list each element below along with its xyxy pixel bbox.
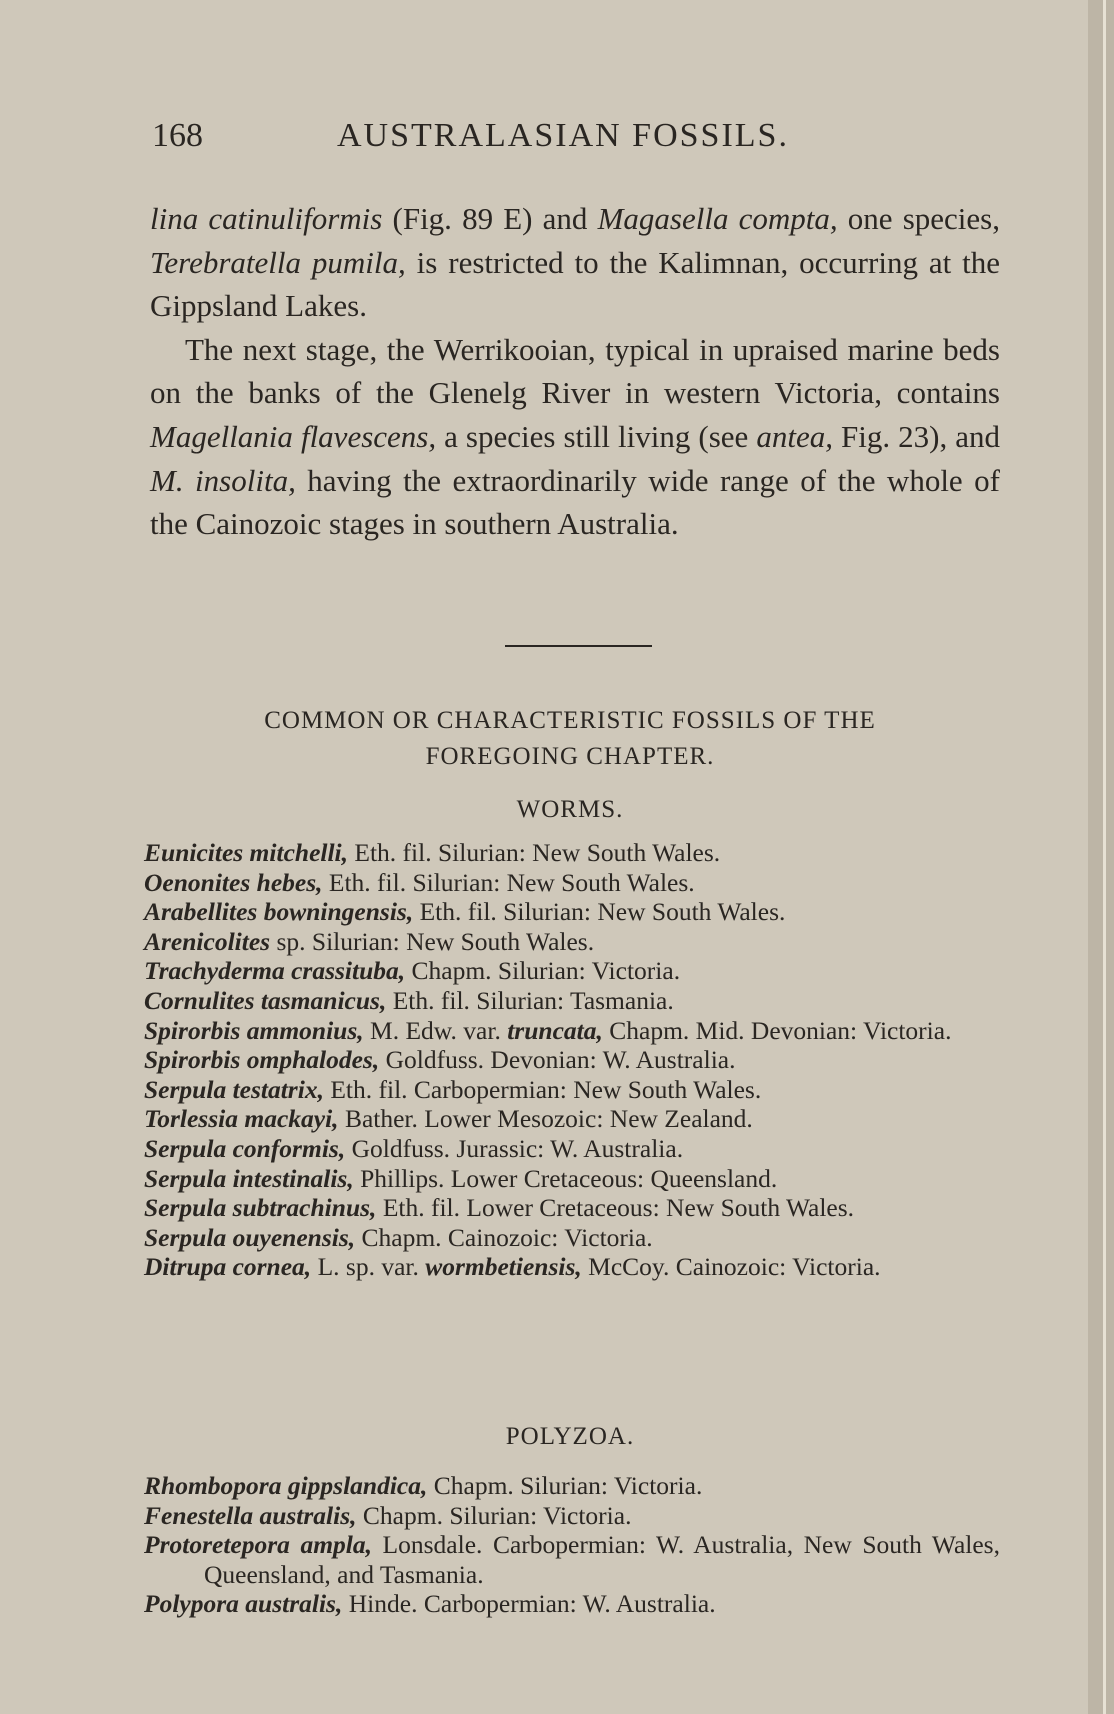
entry-details: Bather. Lower Mesozoic: New Zealand.: [338, 1104, 753, 1134]
fossil-entry: [144, 1045, 1000, 1075]
taxon-name: Serpula testatrix,: [144, 1074, 324, 1104]
fossil-entry: [144, 1193, 1000, 1223]
entry-details: Eth. fil. Silurian: New South Wales.: [413, 897, 786, 927]
taxon-name: Fenestella australis,: [144, 1500, 357, 1530]
fossil-entry: [144, 1223, 1000, 1253]
paragraph-text: a species still living (see: [436, 418, 757, 454]
entry-details: Phillips. Lower Cretaceous: Queensland.: [353, 1163, 778, 1193]
entry-details: Eth. fil. Silurian: New South Wales.: [348, 838, 721, 867]
cross-reference: antea,: [756, 418, 833, 454]
taxon-name: Spirorbis omphalodes,: [144, 1045, 380, 1075]
page-number: 168: [152, 117, 203, 154]
entry-details: Goldfuss. Devonian: W. Australia.: [379, 1045, 736, 1075]
entry-details: Hinde. Carbopermian: W. Australia.: [342, 1589, 716, 1619]
entry-details: Eth. fil. Carbopermian: New South Wales.: [323, 1074, 762, 1104]
fossil-entry: [144, 1104, 1000, 1134]
running-header: [152, 117, 912, 157]
fossil-entry: [144, 1252, 1000, 1282]
paragraph-text: (Fig. 89 E) and: [382, 201, 598, 236]
fossil-entry: [144, 868, 1000, 898]
taxon-name: lina catinuliformis: [150, 201, 383, 236]
taxon-name: Trachyderma crassituba,: [144, 956, 406, 986]
worms-heading: WORMS.: [516, 796, 624, 823]
paragraph-1: [150, 197, 1000, 328]
section-heading: [140, 703, 1000, 775]
entry-details: Eth. fil. Silurian: Tasmania.: [386, 985, 674, 1015]
taxon-name: Spirorbis ammonius,: [144, 1015, 364, 1045]
taxon-name: Magellania flavescens,: [150, 418, 437, 454]
paragraph-text: having the extraordinarily wide range of the whole of the Cainozoic stages in southern Australia.: [150, 462, 1000, 542]
fossil-entry: [144, 1471, 1000, 1501]
taxon-name: Rhombopora gippslandica,: [144, 1471, 428, 1500]
paragraph-text: Fig. 23), and: [832, 418, 1001, 454]
entry-details: McCoy. Cainozoic: Victoria.: [581, 1252, 881, 1282]
page-edge-highlight: [1103, 0, 1106, 1714]
fossil-entry: [144, 927, 1000, 957]
taxon-name: Cornulites tasmanicus,: [144, 985, 387, 1015]
fossil-entry: [144, 838, 1000, 868]
taxon-name: Terebratella pumila,: [150, 244, 406, 280]
fossil-entry: [144, 956, 1000, 986]
entry-details: Chapm. Silurian: Victoria.: [405, 956, 681, 986]
taxon-name: Arabellites bowningensis,: [144, 897, 414, 927]
taxon-name: Magasella compta,: [597, 201, 838, 236]
fossil-entry: [144, 1530, 1000, 1589]
section-divider: [505, 645, 652, 647]
taxon-name: Serpula conformis,: [144, 1133, 346, 1163]
variety-name: wormbetiensis,: [425, 1252, 582, 1282]
fossil-entry: [144, 1164, 1000, 1194]
fossil-entry: [144, 986, 1000, 1016]
worms-list: [144, 838, 1000, 1282]
taxon-name: Eunicites mitchelli,: [144, 838, 349, 867]
fossil-entry: [144, 1075, 1000, 1105]
fossil-entry: [144, 1134, 1000, 1164]
fossil-entry: [144, 1016, 1000, 1046]
taxon-name: Polypora australis,: [144, 1589, 343, 1619]
taxon-name: Serpula subtrachinus,: [144, 1193, 377, 1223]
entry-details: Eth. fil. Lower Cretaceous: New South Wales.: [376, 1193, 855, 1223]
paragraph-text: one species,: [837, 201, 1000, 236]
entry-details: Chapm. Silurian: Victoria.: [427, 1471, 703, 1500]
entry-details: Goldfuss. Jurassic: W. Australia.: [345, 1133, 684, 1163]
paragraph-text: is restricted to the Kalimnan, occurring at the Gippsland Lakes.: [150, 244, 1000, 324]
taxon-name: Serpula ouyenensis,: [144, 1222, 356, 1252]
entry-details: Lonsdale. Carbopermian: W. Australia, New South Wales, Queensland, and Tasmania.: [204, 1530, 1000, 1589]
polyzoa-list: [144, 1471, 1000, 1619]
body-text: [150, 197, 1000, 546]
fossil-entry: [144, 1589, 1000, 1619]
entry-details: Chapm. Cainozoic: Victoria.: [355, 1222, 653, 1252]
entry-details: Eth. fil. Silurian: New South Wales.: [322, 867, 695, 897]
paragraph-2: [150, 328, 1000, 546]
taxon-name: Ditrupa cornea,: [144, 1252, 312, 1282]
running-title: AUSTRALASIAN FOSSILS.: [337, 117, 789, 154]
taxon-name: Protoretepora ampla,: [144, 1530, 372, 1560]
section-heading-line-2: FOREGOING CHAPTER.: [425, 743, 715, 770]
fossil-entry: [144, 1501, 1000, 1531]
fossil-entry: [144, 897, 1000, 927]
taxon-name: Oenonites hebes,: [144, 867, 323, 897]
taxon-name: M. insolita,: [150, 462, 296, 498]
entry-details: Chapm. Silurian: Victoria.: [356, 1500, 632, 1530]
entry-details: L. sp. var.: [311, 1252, 426, 1282]
section-heading-line-1: COMMON OR CHARACTERISTIC FOSSILS OF THE: [264, 707, 876, 734]
page-edge: [1088, 0, 1114, 1714]
entry-details: Chapm. Mid. Devonian: Victoria.: [602, 1015, 952, 1045]
taxon-name: Torlessia mackayi,: [144, 1104, 339, 1134]
entry-details: M. Edw. var.: [363, 1015, 508, 1045]
polyzoa-heading: POLYZOA.: [505, 1423, 635, 1450]
taxon-name: Serpula intestinalis,: [144, 1163, 354, 1193]
variety-name: truncata,: [507, 1015, 603, 1045]
paragraph-text: The next stage, the Werrikooian, typical in upraised marine beds on the banks of the Glenelg River in western Victoria, contains: [150, 331, 1000, 411]
entry-details: sp. Silurian: New South Wales.: [270, 926, 595, 956]
taxon-name: Arenicolites: [144, 926, 271, 956]
